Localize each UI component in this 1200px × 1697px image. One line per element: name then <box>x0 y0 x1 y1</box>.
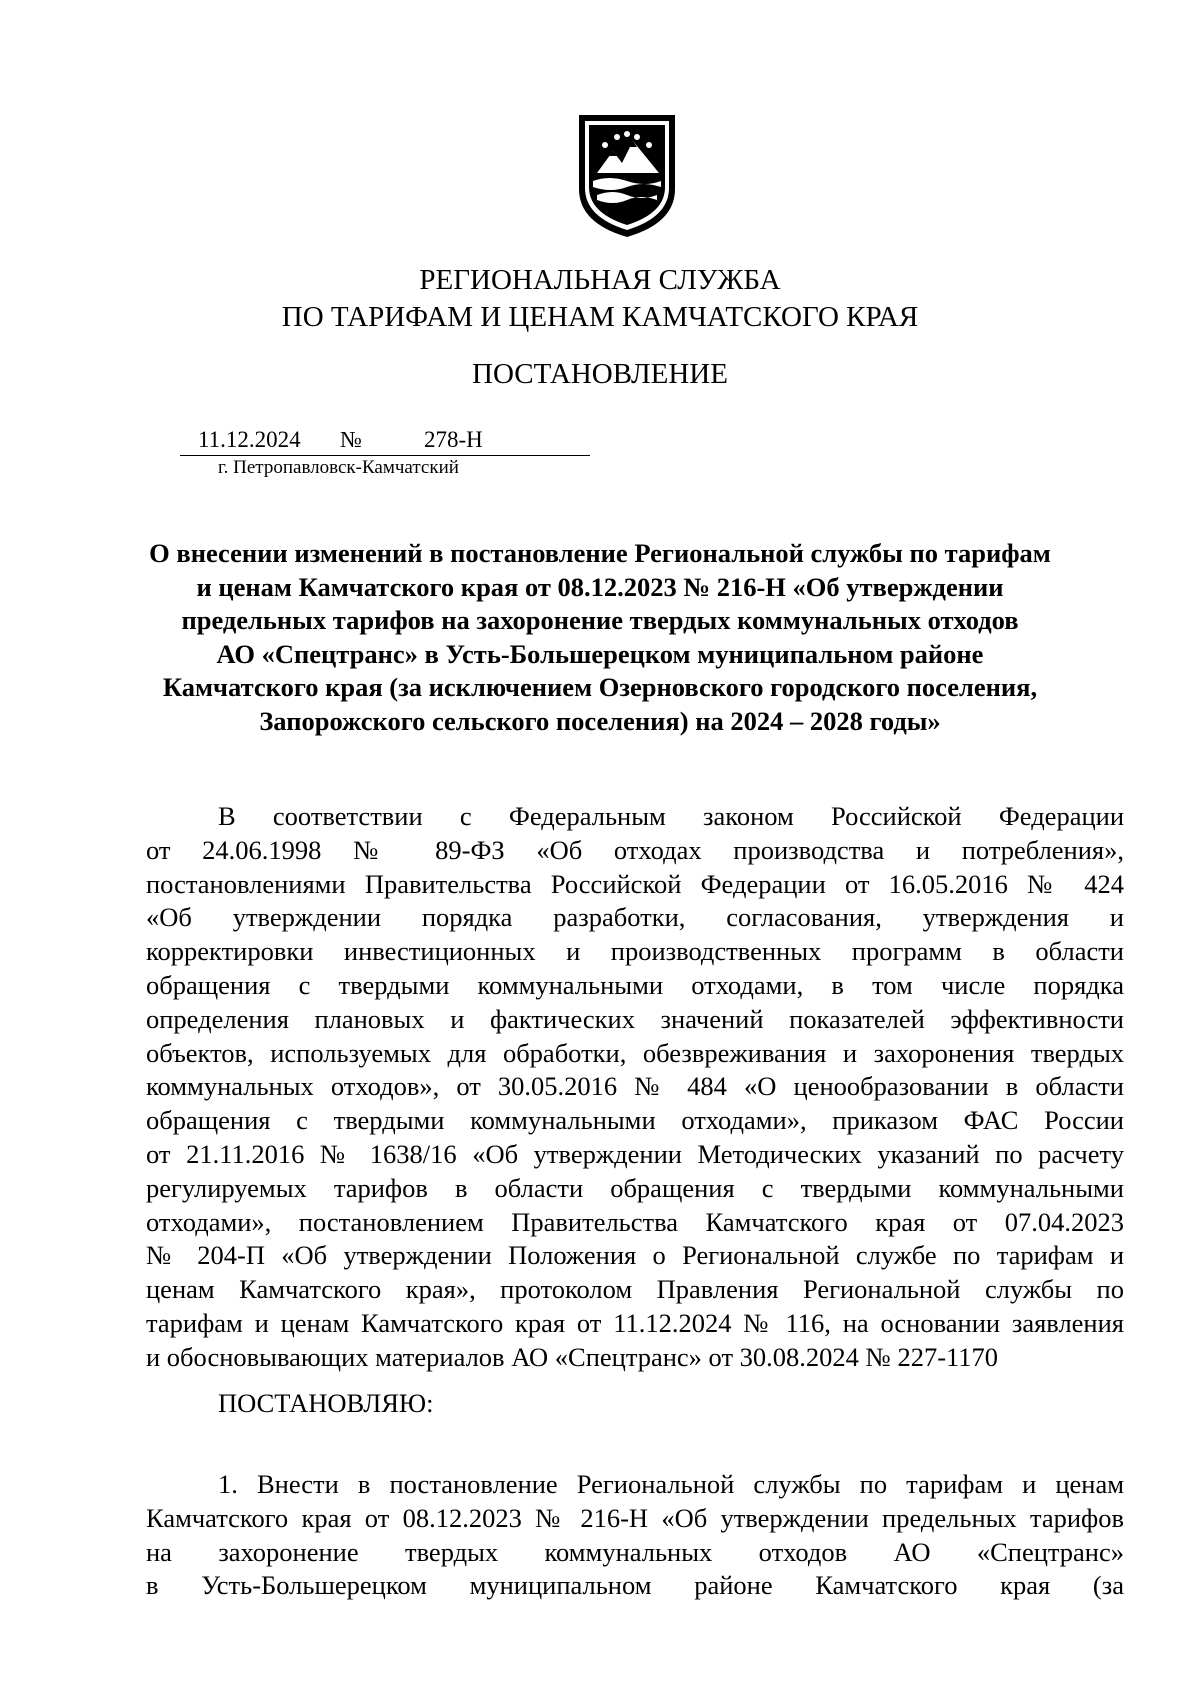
text-line: отходами», постановлением Правительства Камчатского края от 07.04.2023 <box>146 1206 1124 1237</box>
text-line: коммунальных отходов», от 30.05.2016 № 484 «О ценообразовании в области <box>146 1071 1124 1102</box>
text-line: постановлениями Правительства Российской Федерации от 16.05.2016 № 424 <box>146 868 1124 899</box>
city: г. Петропавловск-Камчатский <box>218 457 459 478</box>
text-line: от 21.11.2016 № 1638/16 «Об утверждении Методических указаний по расчету <box>146 1138 1124 1169</box>
text-line: 1. Внести в постановление Региональной службы по тарифам и ценам <box>218 1469 1124 1499</box>
text-line: от 24.06.1998 № 89-ФЗ «Об отходах производства и потребления», <box>146 834 1124 865</box>
title-line: АО «Спецтранс» в Усть-Большерецком муниципальном районе <box>216 638 984 669</box>
text-line: в Усть-Большерецком муниципальном районе Камчатского края (за <box>146 1570 1124 1601</box>
number-sign: № <box>340 427 362 452</box>
text-line: ценам Камчатского края», протоколом Правления Региональной службы по <box>146 1274 1124 1305</box>
text-line: и обосновывающих материалов АО «Спецтранс» от 30.08.2024 № 227-1170 <box>146 1341 999 1372</box>
org-line-1: РЕГИОНАЛЬНАЯ СЛУЖБА <box>419 264 781 296</box>
text-line: обращения с твердыми коммунальными отходами», приказом ФАС России <box>146 1105 1124 1136</box>
document-title <box>120 537 1080 738</box>
document-date: 11.12.2024 <box>198 427 301 452</box>
text-line: В соответствии с Федеральным законом Российской Федерации <box>218 801 1124 831</box>
title-line: и ценам Камчатского края от 08.12.2023 № 216-Н «Об утверждении <box>196 571 1004 602</box>
text-line: тарифам и ценам Камчатского края от 11.12.2024 № 116, на основании заявления <box>146 1307 1124 1338</box>
document-type: ПОСТАНОВЛЕНИЕ <box>472 358 728 390</box>
decree-word: ПОСТАНОВЛЯЮ: <box>218 1388 434 1418</box>
title-line: Запорожского сельского поселения) на 2024 – 2028 годы» <box>259 705 941 736</box>
org-line-2: ПО ТАРИФАМ И ЦЕНАМ КАМЧАТСКОГО КРАЯ <box>281 301 919 333</box>
date-number-line <box>180 423 590 456</box>
text-line: обращения с твердыми коммунальными отходами, в том числе порядка <box>146 969 1124 1000</box>
document-number: 278-Н <box>424 427 483 452</box>
item-1-paragraph <box>146 1468 1124 1603</box>
title-line: предельных тарифов на захоронение твердых коммунальных отходов <box>181 605 1019 635</box>
kamchatka-emblem-icon <box>575 111 679 240</box>
text-line: № 204-П «Об утверждении Положения о Региональной службе по тарифам и <box>146 1240 1124 1271</box>
preamble-paragraph <box>146 800 1124 1375</box>
organization-name <box>0 262 1200 336</box>
text-line: Камчатского края от 08.12.2023 № 216-Н «Об утверждении предельных тарифов <box>146 1502 1124 1533</box>
text-line: корректировки инвестиционных и производственных программ в области <box>146 936 1124 967</box>
text-line: объектов, используемых для обработки, обезвреживания и захоронения твердых <box>146 1037 1124 1068</box>
title-line: О внесении изменений в постановление Региональной службы по тарифам <box>149 538 1051 568</box>
text-line: «Об утверждении порядка разработки, согласования, утверждения и <box>146 902 1124 933</box>
text-line: определения плановых и фактических значений показателей эффективности <box>146 1003 1124 1034</box>
text-line: регулируемых тарифов в области обращения с твердыми коммунальными <box>146 1172 1124 1203</box>
text-line: на захоронение твердых коммунальных отходов АО «Спецтранс» <box>146 1536 1124 1567</box>
title-line: Камчатского края (за исключением Озерновского городского поселения, <box>162 672 1038 702</box>
